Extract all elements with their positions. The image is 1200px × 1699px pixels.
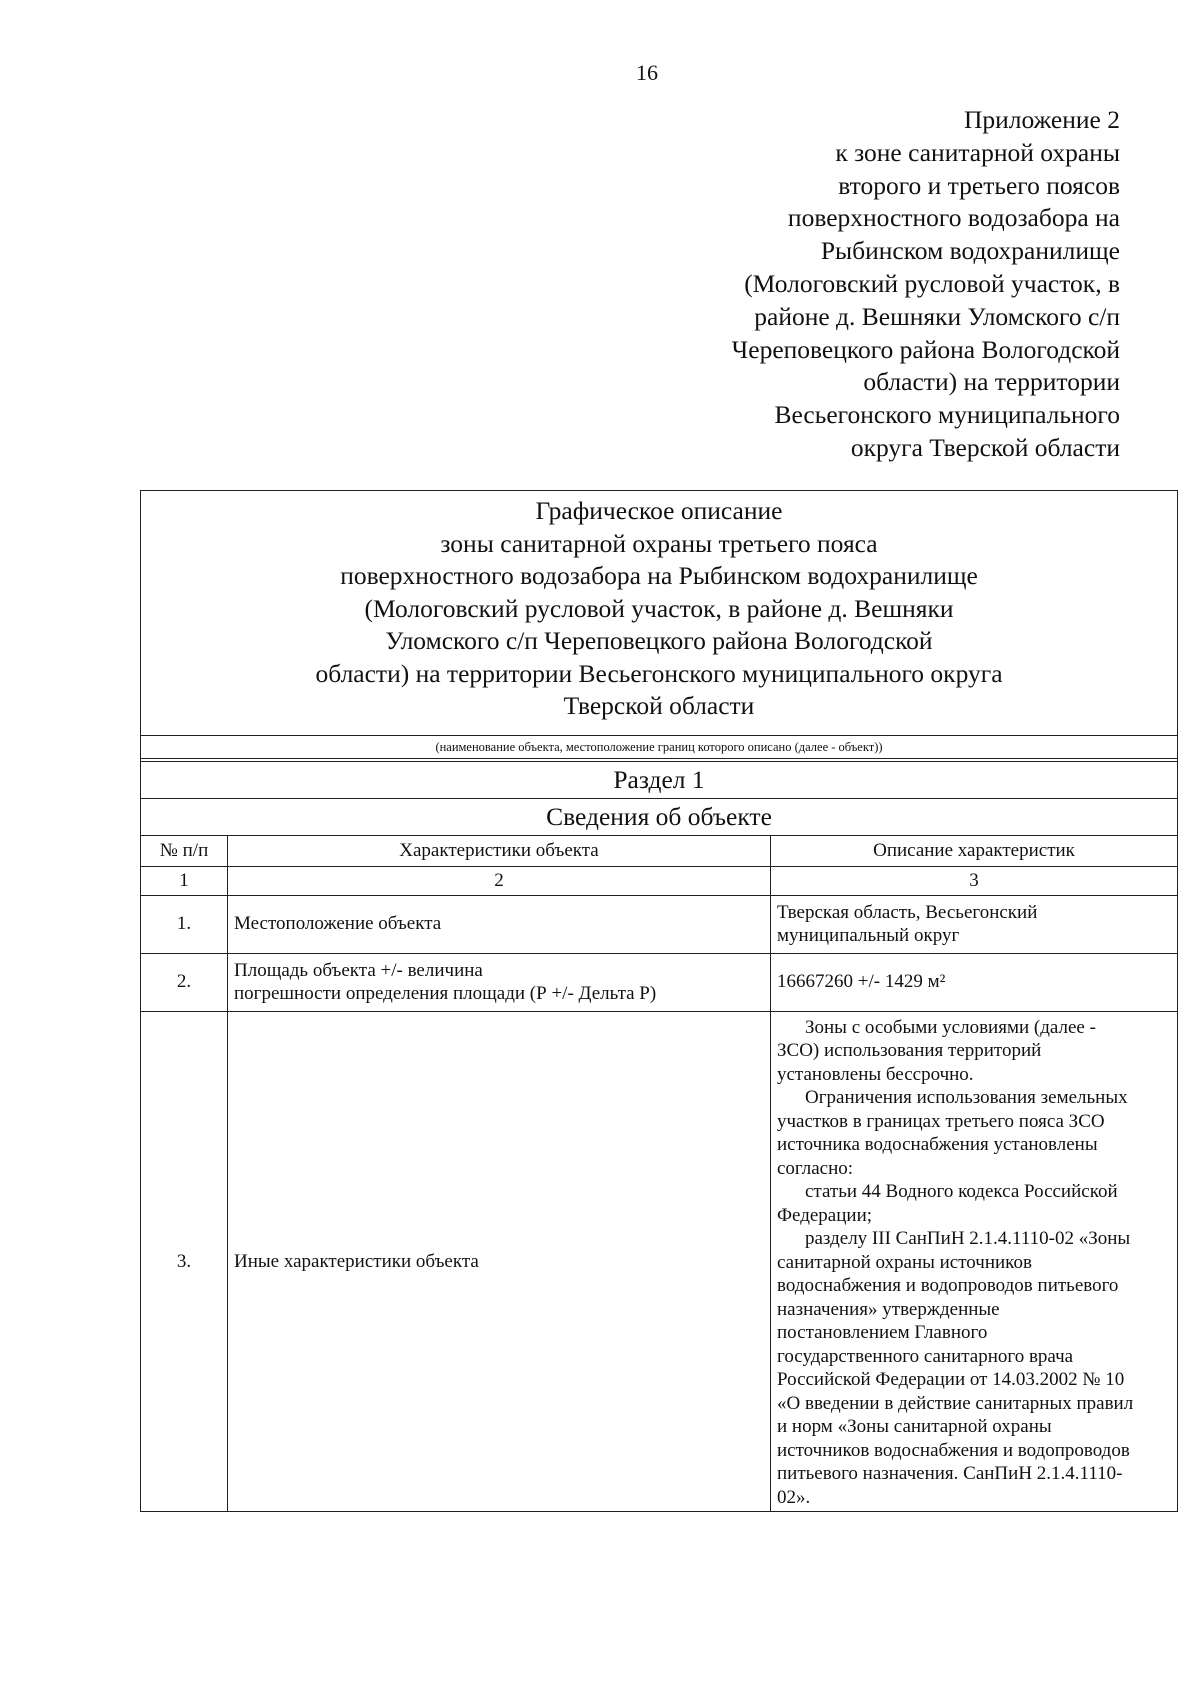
title-line: зоны санитарной охраны третьего пояса bbox=[440, 528, 878, 558]
description-line: установлены бессрочно. bbox=[777, 1063, 974, 1085]
description-form bbox=[140, 490, 1178, 1512]
description-line: государственного санитарного врача bbox=[777, 1345, 1074, 1367]
column-number: 3 bbox=[771, 866, 1178, 895]
description-paragraph bbox=[777, 1016, 1171, 1087]
table-header-row bbox=[141, 836, 1177, 867]
description-line: участков в границах третьего пояса ЗСО bbox=[777, 1110, 1105, 1132]
description-line: «О введении в действие санитарных правил bbox=[777, 1392, 1134, 1414]
description-line: Зоны с особыми условиями (далее - bbox=[805, 1016, 1096, 1038]
description-line: Федерации; bbox=[777, 1204, 873, 1226]
appendix-line: к зоне санитарной охраны bbox=[835, 137, 1120, 167]
appendix-line: поверхностного водозабора на bbox=[787, 203, 1120, 233]
column-header: Характеристики объекта bbox=[228, 836, 771, 867]
description-paragraph bbox=[777, 1180, 1171, 1227]
appendix-line: Весьегонского муниципального bbox=[774, 400, 1120, 430]
row-number: 3. bbox=[141, 1011, 228, 1511]
description-line: назначения» утвержденные bbox=[777, 1298, 1000, 1320]
title-line: Графическое описание bbox=[535, 496, 783, 525]
description-line: питьевого назначения. СанПиН 2.1.4.1110- bbox=[777, 1463, 1123, 1484]
appendix-line: второго и третьего поясов bbox=[838, 170, 1120, 200]
row-characteristic: Местоположение объекта bbox=[228, 895, 771, 953]
description-line: 02». bbox=[777, 1486, 811, 1508]
appendix-line: округа Тверской области bbox=[850, 432, 1120, 462]
description-line: Российской Федерации от 14.03.2002 № 10 bbox=[777, 1369, 1125, 1390]
description-line: и норм «Зоны санитарной охраны bbox=[777, 1416, 1052, 1437]
row-characteristic bbox=[228, 953, 771, 1011]
appendix-line: Приложение 2 bbox=[964, 105, 1120, 134]
row-description bbox=[771, 1011, 1178, 1511]
section-heading: Сведения об объекте bbox=[141, 799, 1177, 836]
description-line: водоснабжения и водопроводов питьевого bbox=[777, 1275, 1119, 1296]
description-line: статьи 44 Водного кодекса Российской bbox=[805, 1181, 1118, 1202]
title-line: Уломского с/п Череповецкого района Вологодской bbox=[385, 626, 933, 655]
column-number-row bbox=[141, 866, 1177, 895]
characteristic-line: Площадь объекта +/- величина bbox=[234, 959, 483, 981]
table-row bbox=[141, 895, 1177, 953]
description-line: источника водоснабжения установлены bbox=[777, 1134, 1098, 1155]
title-line: (Мологовский русловой участок, в районе д. Вешняки bbox=[364, 593, 954, 623]
document-title bbox=[141, 491, 1177, 736]
appendix-line: (Мологовский русловой участок, в bbox=[744, 268, 1120, 298]
description-line: Тверская область, Весьегонский bbox=[777, 901, 1038, 923]
description-line: постановлением Главного bbox=[777, 1322, 988, 1343]
title-line: области) на территории Весьегонского муниципального округа bbox=[315, 658, 1003, 688]
description-paragraph bbox=[777, 1086, 1171, 1180]
description-line: Ограничения использования земельных bbox=[805, 1087, 1128, 1108]
table-row bbox=[141, 953, 1177, 1011]
row-number: 1. bbox=[141, 895, 228, 953]
title-line: Тверской области bbox=[563, 691, 755, 720]
appendix-line: Рыбинском водохранилище bbox=[820, 236, 1120, 266]
description-line: согласно: bbox=[777, 1157, 854, 1179]
object-caption: (наименование объекта, местоположение границ которого описано (далее - объект)) bbox=[141, 736, 1177, 759]
column-header: № п/п bbox=[141, 836, 228, 867]
appendix-header bbox=[732, 104, 1120, 465]
appendix-line: Череповецкого района Вологодской bbox=[731, 334, 1120, 364]
row-characteristic: Иные характеристики объекта bbox=[228, 1011, 771, 1511]
description-paragraph bbox=[777, 1227, 1171, 1509]
object-info-table bbox=[141, 836, 1177, 1512]
description-line: санитарной охраны источников bbox=[777, 1251, 1032, 1273]
row-description bbox=[771, 895, 1178, 953]
description-line: источников водоснабжения и водопроводов bbox=[777, 1439, 1130, 1461]
description-line: разделу III СанПиН 2.1.4.1110-02 «Зоны bbox=[805, 1228, 1131, 1249]
appendix-line: районе д. Вешняки Уломского с/п bbox=[754, 301, 1120, 331]
page-number: 16 bbox=[636, 60, 658, 85]
appendix-line: области) на территории bbox=[863, 367, 1120, 397]
description-line: ЗСО) использования территорий bbox=[777, 1040, 1042, 1061]
row-description: 16667260 +/- 1429 м² bbox=[771, 953, 1178, 1011]
description-line: муниципальный округ bbox=[777, 925, 960, 946]
section-label: Раздел 1 bbox=[141, 761, 1177, 799]
row-number: 2. bbox=[141, 953, 228, 1011]
column-number: 1 bbox=[141, 866, 228, 895]
title-line: поверхностного водозабора на Рыбинском водохранилище bbox=[340, 561, 978, 590]
column-header: Описание характеристик bbox=[771, 836, 1178, 867]
characteristic-line: погрешности определения площади (Р +/- Дельта Р) bbox=[234, 983, 657, 1004]
table-row bbox=[141, 1011, 1177, 1511]
column-number: 2 bbox=[228, 866, 771, 895]
